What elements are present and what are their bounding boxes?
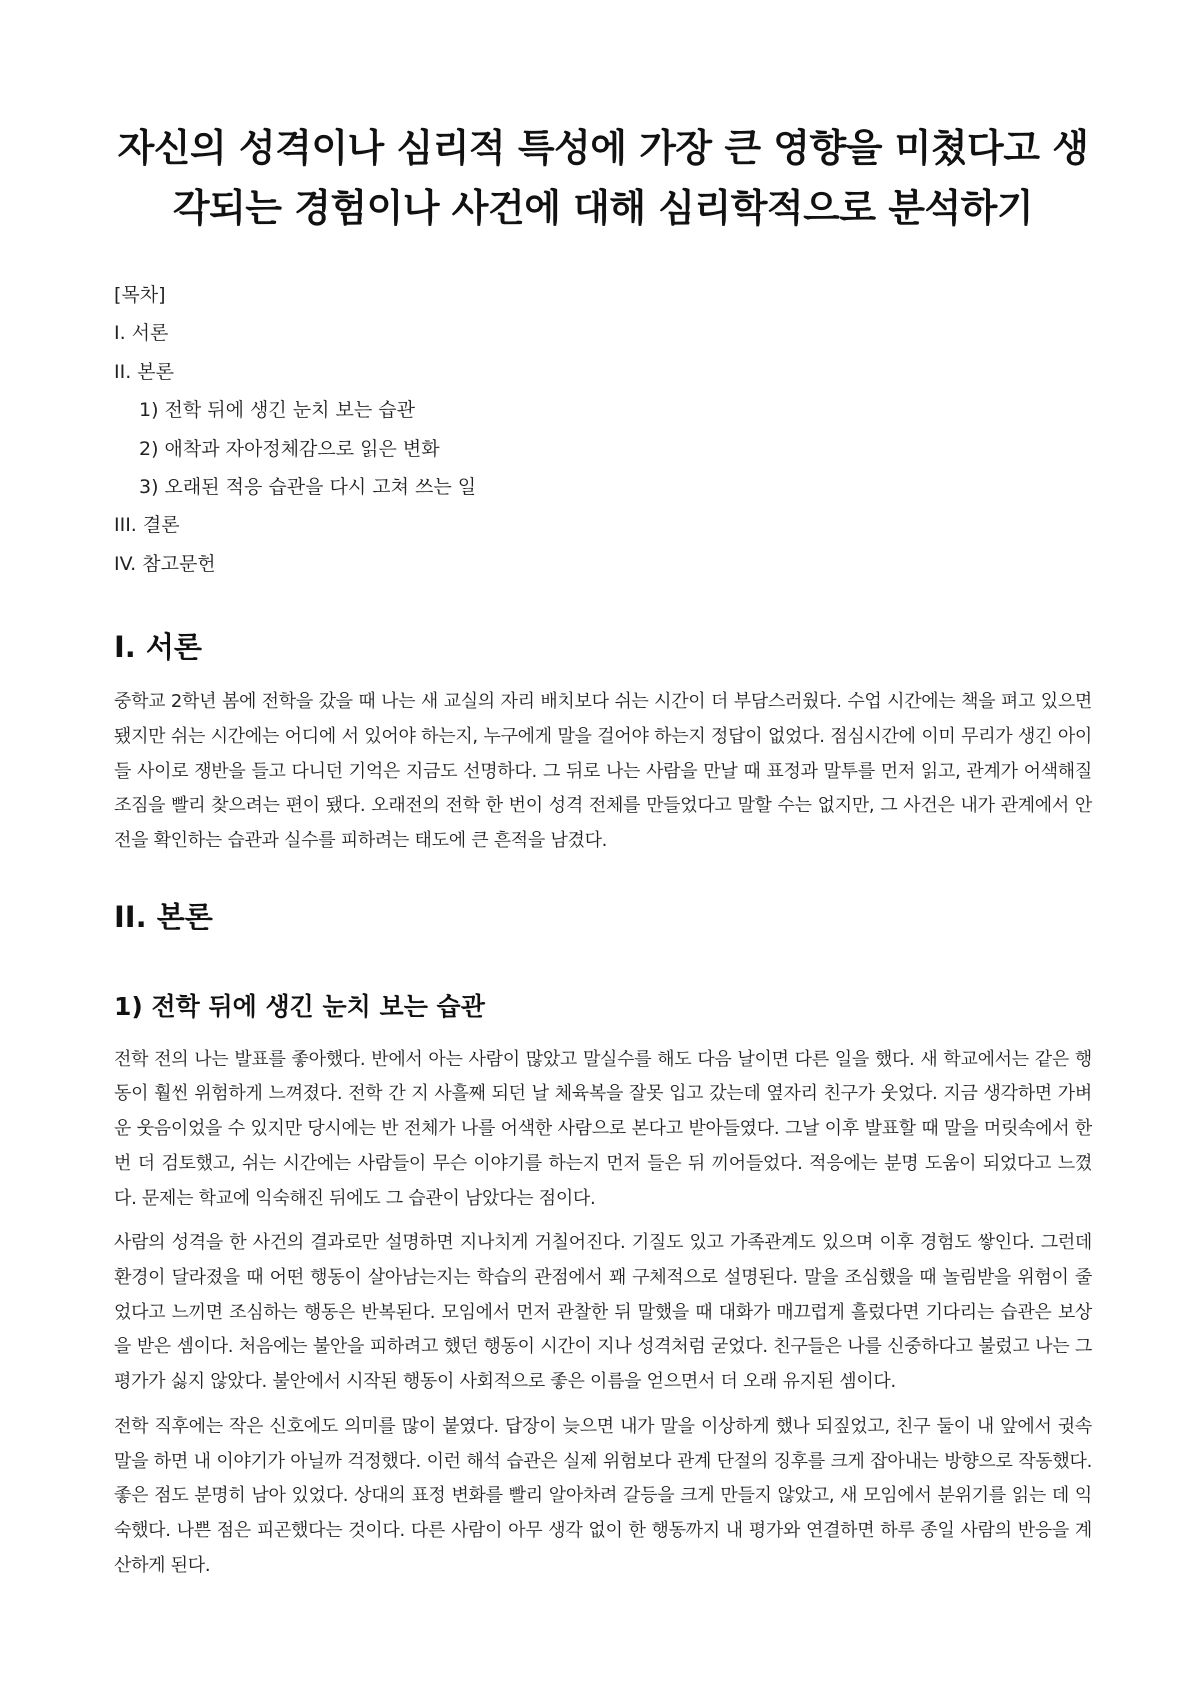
toc-item-body: II. 본론 xyxy=(114,360,174,383)
toc-item-introduction: I. 서론 xyxy=(114,322,169,345)
toc-item-body-sub3: 3) 오래된 적응 습관을 다시 고쳐 쓰는 일 xyxy=(139,476,477,499)
toc-heading: [목차] xyxy=(114,284,166,306)
subsection-1-heading: 1) 전학 뒤에 생긴 눈치 보는 습관 xyxy=(114,991,485,1021)
subsection-1-paragraph-2: 사람의 성격을 한 사건의 결과로만 설명하면 지나치게 거칠어진다. 기질도 있고 가족관계도 있으며 이후 경험도 쌓인다. 그런데 환경이 달라졌을 때 어떤 행동이 살아남는지는 학습의 관점에서 꽤 구체적으로 설명된다. 말을 조심했을 때 놀림받을 위험이 줄었다고 느끼면 조심하는 행동은 반복된다. 모임에서 먼저 관찰한 뒤 말했을 때 대화가 매끄럽게 흘렀다면 기다리는 습관은 보상을 받은 셈이다. 처음에는 불안을 피하려고 했던 행동이 시간이 지나 성격처럼 굳었다. 친구들은 나를 신중하다고 불렀고 나는 그 평가가 싫지 않았다. 불안에서 시작된 행동이 사회적으로 좋은 이름을 얻으면서 더 오래 유지된 셈이다. xyxy=(114,1232,1092,1393)
introduction-paragraph: 중학교 2학년 봄에 전학을 갔을 때 나는 새 교실의 자리 배치보다 쉬는 시간이 더 부담스러웠다. 수업 시간에는 책을 펴고 있으면 됐지만 쉬는 시간에는 어디에 서 있어야 하는지, 누구에게 말을 걸어야 하는지 정답이 없었다. 점심시간에 이미 무리가 생긴 아이들 사이로 쟁반을 들고 다니던 기억은 지금도 선명하다. 그 뒤로 나는 사람을 만날 때 표정과 말투를 먼저 읽고, 관계가 어색해질 조짐을 빨리 찾으려는 편이 됐다. 오래전의 전학 한 번이 성격 전체를 만들었다고 말할 수는 없지만, 그 사건은 내가 관계에서 안전을 확인하는 습관과 실수를 피하려는 태도에 큰 흔적을 남겼다. xyxy=(114,691,1092,852)
toc-item-conclusion: III. 결론 xyxy=(114,514,180,537)
document-title: 자신의 성격이나 심리적 특성에 가장 큰 영향을 미쳤다고 생각되는 경험이나 사건에 대해 심리학적으로 분석하기 xyxy=(117,126,1089,230)
toc-item-references: IV. 참고문헌 xyxy=(114,552,216,575)
introduction-heading: I. 서론 xyxy=(114,630,202,665)
toc-item-body-sub1: 1) 전학 뒤에 생긴 눈치 보는 습관 xyxy=(139,399,415,422)
subsection-1-paragraph-1: 전학 전의 나는 발표를 좋아했다. 반에서 아는 사람이 많았고 말실수를 해도 다음 날이면 다른 일을 했다. 새 학교에서는 같은 행동이 훨씬 위험하게 느껴졌다. 전학 간 지 사흘째 되던 날 체육복을 잘못 입고 갔는데 옆자리 친구가 웃었다. 지금 생각하면 가벼운 웃음이었을 수 있지만 당시에는 반 전체가 나를 어색한 사람으로 본다고 받아들였다. 그날 이후 발표할 때 말을 머릿속에서 한 번 더 검토했고, 쉬는 시간에는 사람들이 무슨 이야기를 하는지 먼저 들은 뒤 끼어들었다. 적응에는 분명 도움이 되었다고 느꼈다. 문제는 학교에 익숙해진 뒤에도 그 습관이 남았다는 점이다. xyxy=(114,1048,1092,1209)
subsection-1-paragraph-3: 전학 직후에는 작은 신호에도 의미를 많이 붙였다. 답장이 늦으면 내가 말을 이상하게 했나 되짚었고, 친구 둘이 내 앞에서 귓속말을 하면 내 이야기가 아닐까 걱정했다. 이런 해석 습관은 실제 위험보다 관계 단절의 징후를 크게 잡아내는 방향으로 작동했다. 좋은 점도 분명히 남아 있었다. 상대의 표정 변화를 빨리 알아차려 갈등을 크게 만들지 않았고, 새 모임에서 분위기를 읽는 데 익숙했다. 나쁜 점은 피곤했다는 것이다. 다른 사람이 아무 생각 없이 한 행동까지 내 평가와 연결하면 하루 종일 사람의 반응을 계산하게 된다. xyxy=(114,1415,1092,1576)
body-heading: II. 본론 xyxy=(114,899,213,934)
toc-item-body-sub2: 2) 애착과 자아정체감으로 읽은 변화 xyxy=(139,437,440,460)
table-of-contents xyxy=(114,276,1092,583)
